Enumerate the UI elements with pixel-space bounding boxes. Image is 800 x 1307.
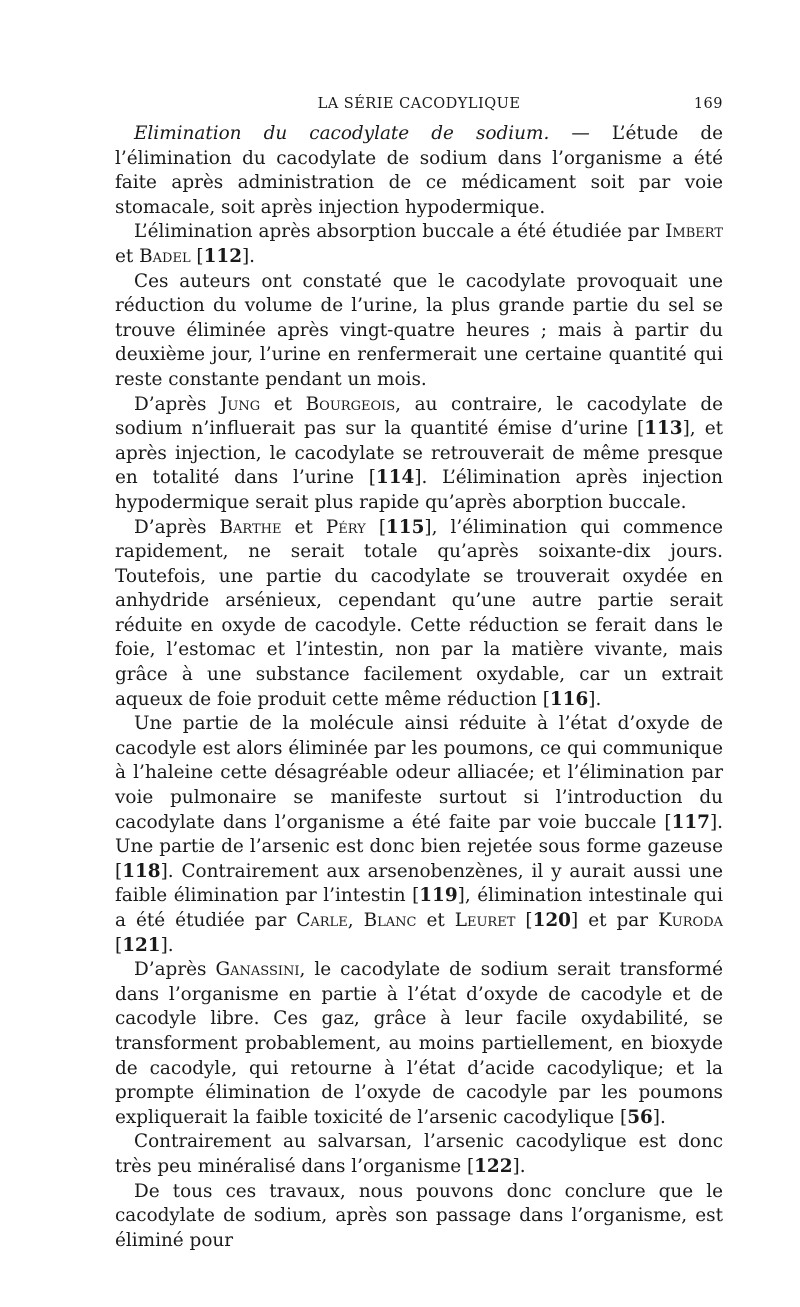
section-heading: Elimination du cacodylate de sodium. bbox=[134, 123, 550, 144]
text-run: Une partie de la molécule ainsi réduite à l’état d’oxyde de cacodyle est alors éliminée par les poumons, ce qui communique à l’haleine cette désagréable odeur alliacée; et l’élimination par voie pulmonaire se manifeste surtout si l’introduction du cacodylate dans l’organisme a été faite par voie buccale [ bbox=[115, 713, 723, 833]
text-run: — L’étude de l’élimination du cacodylate de sodium dans l’organisme a été faite après administration de ce médicament soit par voie stomacale, soit après injection hypodermique. bbox=[115, 123, 723, 218]
text-run: ]. bbox=[652, 1106, 666, 1128]
paragraph bbox=[115, 1130, 723, 1179]
text-run: ]. Une partie de l’arsenic est donc bien rejetée sous forme gazeuse [ bbox=[115, 811, 723, 882]
paragraph bbox=[115, 220, 723, 269]
text-run: Ces auteurs ont constaté que le cacodylate provoquait une réduction du volume de l’urine, la plus grande partie du sel se trouve éliminée après vingt-quatre heures ; mais à partir du deuxième jour, l’urine en renfermerait une certaine quantité qui reste constante pendant un mois. bbox=[115, 270, 723, 390]
author-name: Péry bbox=[325, 516, 366, 538]
text-run: [ bbox=[190, 245, 204, 267]
text-run: ]. bbox=[242, 245, 256, 267]
paragraph bbox=[115, 393, 723, 516]
text-run: et bbox=[281, 516, 326, 538]
author-name: Blanc bbox=[363, 910, 417, 931]
text-run: ], élimination intestinale qui a été étudiée par bbox=[115, 885, 723, 931]
paragraph bbox=[115, 958, 723, 1130]
author-name: Jung bbox=[220, 393, 261, 415]
text-run: et bbox=[416, 910, 455, 931]
reference-number: 120 bbox=[532, 910, 571, 931]
running-title: LA SÉRIE CACODYLIQUE bbox=[317, 96, 521, 112]
reference-number: 122 bbox=[474, 1155, 513, 1177]
text-run: [ bbox=[365, 516, 386, 538]
text-run: L’élimination après absorption buccale a été étudiée par bbox=[134, 221, 666, 243]
reference-number: 113 bbox=[644, 418, 683, 440]
author-name: Imbert bbox=[665, 221, 723, 243]
text-run: , bbox=[347, 910, 364, 931]
text-run: ]. bbox=[160, 934, 174, 956]
text-run: , le cacodylate de sodium serait transformé dans l’organisme en partie à l’état d’oxyde de cacodyle et de cacodyle libre. Ces gaz, grâce à leur facile oxydabilité, se transforment probablement, au moins partiellement, en bioxyde de cacodyle, qui retourne à l’état d’acide cacodylique; et la prompte élimination de l’oxyde de cacodyle par les poumons expliquerait la faible toxicité de l’arsenic cacodylique [ bbox=[115, 959, 723, 1128]
body-text bbox=[115, 122, 723, 1253]
author-name: Leuret bbox=[454, 910, 516, 931]
author-name: Ganassini bbox=[215, 959, 300, 981]
text-run: et bbox=[260, 393, 306, 415]
author-name: Kuroda bbox=[658, 910, 724, 931]
text-run: ]. L’élimination après injection hypodermique serait plus rapide qu’après aborption buccale. bbox=[115, 467, 723, 513]
text-run: ], l’élimination qui commence rapidement, ne serait totale qu’après soixante-dix jours. Toutefois, une partie du cacodylate se trouverait oxydée en anhydride arsénieux, cependant qu’une autre partie serait réduite en oxyde de cacodyle. Cette réduction se ferait dans le foie, l’estomac et l’intestin, non par la matière vivante, mais grâce à une substance facilement oxydable, car un extrait aqueux de foie produit cette même réduction [ bbox=[115, 516, 723, 710]
paragraph bbox=[115, 1180, 723, 1254]
text-run: D’après bbox=[134, 959, 216, 981]
author-name: Badel bbox=[139, 245, 191, 267]
text-run: et bbox=[115, 245, 140, 267]
reference-number: 115 bbox=[386, 516, 425, 538]
reference-number: 112 bbox=[203, 245, 242, 267]
reference-number: 117 bbox=[671, 811, 710, 833]
text-run: ]. bbox=[588, 688, 602, 710]
author-name: Carle bbox=[296, 910, 348, 931]
text-run: Contrairement au salvarsan, l’arsenic cacodylique est donc très peu minéralisé dans l’organisme [ bbox=[115, 1131, 723, 1177]
reference-number: 119 bbox=[419, 885, 458, 907]
text-run: , au contraire, le cacodylate de sodium n’influerait pas sur la quantité émise d’urine [ bbox=[115, 393, 723, 440]
text-run: D’après bbox=[134, 516, 220, 538]
reference-number: 121 bbox=[122, 934, 161, 956]
reference-number: 114 bbox=[375, 467, 415, 489]
text-run: ]. bbox=[512, 1155, 526, 1177]
reference-number: 56 bbox=[627, 1106, 653, 1128]
paragraph bbox=[115, 270, 723, 393]
paragraph bbox=[115, 712, 723, 958]
paragraph bbox=[115, 516, 723, 713]
text-run: [ bbox=[115, 934, 123, 956]
paragraph bbox=[115, 122, 723, 220]
text-run: D’après bbox=[134, 393, 221, 415]
text-run: De tous ces travaux, nous pouvons donc conclure que le cacodylate de sodium, après son passage dans l’organisme, est éliminé pour bbox=[115, 1180, 723, 1251]
text-run: ] et par bbox=[570, 910, 659, 931]
reference-number: 118 bbox=[122, 860, 161, 882]
author-name: Barthe bbox=[219, 516, 282, 538]
reference-number: 116 bbox=[549, 688, 589, 710]
text-run: [ bbox=[515, 910, 533, 931]
text-run: ], et après injection, le cacodylate se retrouverait de même presque en totalité dans l’urine [ bbox=[115, 418, 723, 489]
text-run: ]. Contrairement aux arsenobenzènes, il y aurait aussi une faible élimination par l’intestin [ bbox=[115, 860, 723, 907]
author-name: Bourgeois bbox=[305, 393, 396, 415]
page-number: 169 bbox=[693, 96, 723, 112]
